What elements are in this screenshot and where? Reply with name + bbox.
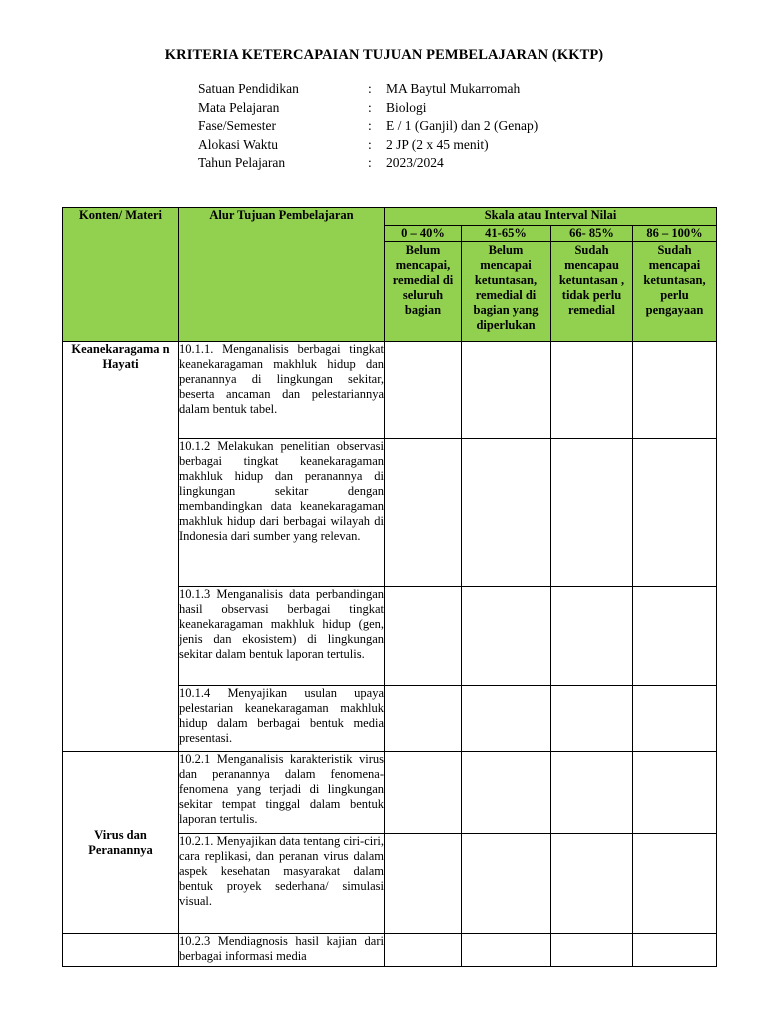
alur-cell: 10.1.2 Melakukan penelitian observasi berbagai tingkat keanekaragaman makhluk hidup dan peranannya di lingkungan sekitar dengan membandingkan data keanekaragaman makhluk hidup dari berbagai wilayah di Indonesia dari sumber yang relevan. xyxy=(179,439,385,587)
score-cell xyxy=(462,686,551,752)
score-cell xyxy=(462,752,551,834)
meta-colon: : xyxy=(368,136,372,152)
score-cell xyxy=(385,752,462,834)
descriptor-sudah-tidak-remedial: Sudah mencapau ketuntasan , tidak perlu remedial xyxy=(551,242,633,342)
meta-value: MA Baytul Mukarromah xyxy=(386,81,521,96)
konten-cell-keanekaragaman: Keanekaragama n Hayati xyxy=(63,342,179,752)
score-cell xyxy=(551,342,633,439)
meta-label: Fase/Semester xyxy=(198,118,276,134)
table-row xyxy=(63,342,717,439)
score-cell xyxy=(551,439,633,587)
score-cell xyxy=(462,934,551,967)
score-cell xyxy=(385,342,462,439)
table-row xyxy=(63,934,717,967)
alur-cell: 10.1.4 Menyajikan usulan upaya pelestarian keanekaragaman makhluk hidup dalam berbagai bentuk media presentasi. xyxy=(179,686,385,752)
header-row-1 xyxy=(63,208,717,226)
meta-label: Tahun Pelajaran xyxy=(198,155,286,171)
meta-value: 2023/2024 xyxy=(386,155,444,171)
range-0-40: 0 – 40% xyxy=(385,226,462,242)
meta-colon: : xyxy=(368,81,372,96)
range-66-85: 66- 85% xyxy=(551,226,633,242)
score-cell xyxy=(633,752,717,834)
alur-cell: 10.2.3 Mendiagnosis hasil kajian dari berbagai informasi media xyxy=(179,934,385,967)
descriptor-belum-ketuntasan: Belum mencapai ketuntasan, remedial di bagian yang diperlukan xyxy=(462,242,551,342)
score-cell xyxy=(551,587,633,686)
score-cell xyxy=(633,834,717,934)
meta-label: Mata Pelajaran xyxy=(198,99,280,115)
score-cell xyxy=(385,934,462,967)
konten-cell-virus: Virus dan Peranannya xyxy=(63,752,179,934)
header-alur: Alur Tujuan Pembelajaran xyxy=(179,208,385,342)
header-skala: Skala atau Interval Nilai xyxy=(385,208,717,226)
kktp-table xyxy=(62,207,717,967)
score-cell xyxy=(385,686,462,752)
score-cell xyxy=(633,587,717,686)
document-title: KRITERIA KETERCAPAIAN TUJUAN PEMBELAJARAN (KKTP) xyxy=(164,47,604,63)
meta-value: Biologi xyxy=(386,99,427,115)
meta-colon: : xyxy=(368,99,372,115)
alur-cell: 10.2.1. Menyajikan data tentang ciri-ciri, cara replikasi, dan peranan virus dalam aspek kesehatan masyarakat dalam bentuk proyek sederhana/ simulasi visual. xyxy=(179,834,385,934)
score-cell xyxy=(551,752,633,834)
score-cell xyxy=(633,686,717,752)
descriptor-belum-mencapai: Belum mencapai, remedial di seluruh bagian xyxy=(385,242,462,342)
range-86-100: 86 – 100% xyxy=(633,226,717,242)
meta-colon: : xyxy=(368,118,372,134)
score-cell xyxy=(633,439,717,587)
meta-value: 2 JP (2 x 45 menit) xyxy=(386,136,489,152)
score-cell xyxy=(385,439,462,587)
meta-colon: : xyxy=(368,155,372,171)
meta-label: Alokasi Waktu xyxy=(198,136,279,152)
descriptor-sudah-pengayaan: Sudah mencapai ketuntasan, perlu pengayaan xyxy=(633,242,717,342)
meta-label: Satuan Pendidikan xyxy=(198,81,299,96)
score-cell xyxy=(551,834,633,934)
score-cell xyxy=(633,934,717,967)
range-41-65: 41-65% xyxy=(462,226,551,242)
score-cell xyxy=(551,934,633,967)
score-cell xyxy=(462,439,551,587)
score-cell xyxy=(385,587,462,686)
konten-cell-empty xyxy=(63,934,179,967)
alur-cell: 10.1.1. Menganalisis berbagai tingkat keanekaragaman makhluk hidup dan peranannya di lingkungan sekitar, beserta ancaman dan pelestariannya dalam bentuk tabel. xyxy=(179,342,385,439)
score-cell xyxy=(462,834,551,934)
score-cell xyxy=(551,686,633,752)
table-row xyxy=(63,752,717,834)
alur-cell: 10.2.1 Menganalisis karakteristik virus dan peranannya dalam fenomena-fenomena yang terjadi di lingkungan sekitar tempat tinggal dalam bentuk laporan tertulis. xyxy=(179,752,385,834)
meta-value: E / 1 (Ganjil) dan 2 (Genap) xyxy=(386,118,539,134)
score-cell xyxy=(462,342,551,439)
alur-cell: 10.1.3 Menganalisis data perbandingan hasil observasi berbagai tingkat keanekaragaman makhluk hidup (gen, jenis dan ekosistem) di lingkungan sekitar dalam bentuk laporan tertulis. xyxy=(179,587,385,686)
score-cell xyxy=(462,587,551,686)
score-cell xyxy=(633,342,717,439)
header-konten: Konten/ Materi xyxy=(63,208,179,342)
score-cell xyxy=(385,834,462,934)
